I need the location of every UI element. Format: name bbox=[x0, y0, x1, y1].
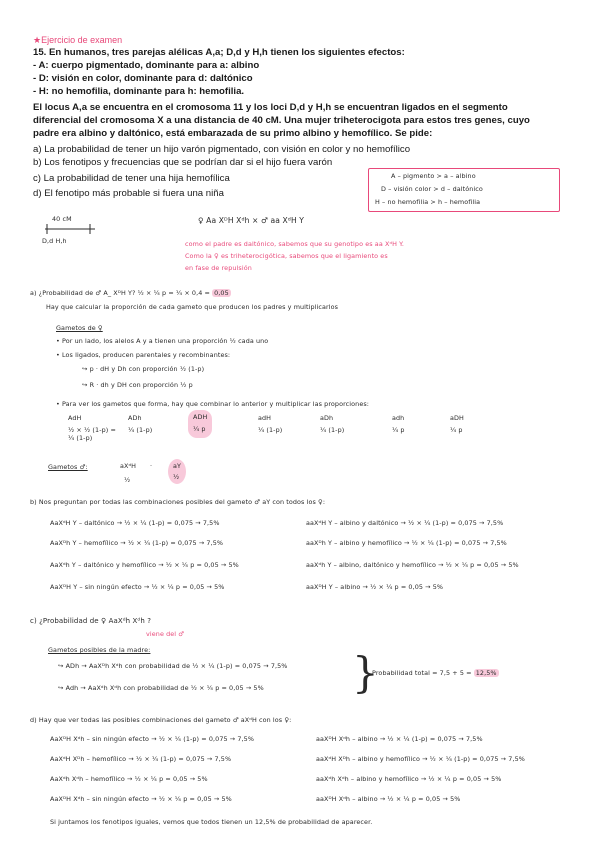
section-a-formula: a) ¿Probabilidad de ♂ A_ XᴰH Y? ½ × ¼ p = ¼ × 0,4 = bbox=[30, 289, 213, 297]
problem-statement: 15. En humanos, tres parejas alélicas A,a; D,d y H,h tienen los siguientes efectos: bbox=[33, 47, 405, 58]
question-b: b) Los fenotipos y frecuencias que se podrían dar si el hijo fuera varón bbox=[33, 157, 333, 168]
cross-note-3: en fase de repulsión bbox=[185, 264, 252, 272]
b-right-2: aaXᴰh Y – albino y hemofílico → ½ × ¼ (1-p) = 0,075 → 7,5% bbox=[306, 539, 507, 547]
c-total bbox=[372, 669, 499, 677]
male-gamete-1-prob: ½ bbox=[124, 476, 131, 484]
gamete-2-prob: ¼ (1-p) bbox=[128, 426, 153, 434]
gamete-4 bbox=[258, 414, 282, 434]
b-left-4: AaXᴰH Y – sin ningún efecto → ½ × ¼ p = 0,05 → 5% bbox=[50, 583, 225, 591]
c-total-value: 12,5% bbox=[475, 669, 497, 677]
effect-a: - A: cuerpo pigmentado, dominante para a: albino bbox=[33, 60, 260, 71]
section-b-title: b) Nos preguntan por todas las combinaciones posibles del gameto ♂ aY con todos los ♀: bbox=[30, 498, 326, 506]
locus-line-3: padre era albino y daltónico, está embarazada de su primo albino y hemofílico. Se pide: bbox=[33, 128, 433, 139]
legend-line-1: A – pigmento > a – albino bbox=[391, 172, 476, 180]
d-left-3: AaXᵈh Xᵈh – hemofílico → ½ × ¼ p = 0,05 → 5% bbox=[50, 775, 208, 783]
section-d-title: d) Hay que ver todas las posibles combinaciones del gameto ♂ aXᵈH con los ♀: bbox=[30, 716, 292, 724]
c-total-label: Probabilidad total = 7,5 + 5 = bbox=[372, 669, 474, 677]
b-right-3: aaXᵈh Y – albino, daltónico y hemofílico → ½ × ¼ p = 0,05 → 5% bbox=[306, 561, 519, 569]
question-a: a) La probabilidad de tener un hijo varón pigmentado, con visión en color y no hemofílico bbox=[33, 144, 411, 155]
locus-line-2: diferencial del cromosoma X a una distancia de 40 cM. Una mujer triheterocigota para estos tres genes, cuyo bbox=[33, 115, 530, 126]
gametes-bullet-3: • Para ver los gametos que forma, hay que combinar lo anterior y multiplicar las proporciones: bbox=[56, 400, 370, 408]
gamete-1 bbox=[68, 414, 120, 442]
exercise-tag: ★Ejercicio de examen bbox=[33, 35, 123, 45]
locus-line-1: El locus A,a se encuentra en el cromosoma 11 y los loci D,d y H,h se encuentran ligados en el segmento bbox=[33, 102, 508, 113]
effect-h: - H: no hemofilia, dominante para h: hemofilia. bbox=[33, 86, 245, 97]
male-gamete-2 bbox=[168, 459, 186, 484]
gamete-7 bbox=[450, 414, 464, 434]
gamete-5-prob: ¼ (1-p) bbox=[320, 426, 345, 434]
section-a-intro: Hay que calcular la proporción de cada gameto que producen los padres y multiplicarlos bbox=[46, 303, 339, 311]
section-a-result: 0,05 bbox=[214, 289, 229, 297]
gamete-6-prob: ¼ p bbox=[392, 426, 405, 434]
gametes-bullet-2: • Los ligados, producen parentales y recombinantes: bbox=[56, 351, 231, 359]
male-gametes-label: Gametos ♂: bbox=[48, 463, 88, 471]
gamete-3-genotype: ADH bbox=[193, 413, 208, 421]
gametes-recombinant: ↪ R · dh y DH con proporción ½ p bbox=[82, 381, 193, 389]
brace: } bbox=[352, 648, 379, 697]
gametes-parental: ↪ p · dH y Dh con proporción ½ (1-p) bbox=[82, 365, 205, 373]
c-row-2: ↪ Adh → AaXᵈh Xᵈh con probabilidad de ½ × ¼ p = 0,05 → 5% bbox=[58, 684, 264, 692]
gamete-6 bbox=[392, 414, 405, 434]
d-right-1: aaXᴰH Xᵈh – albino → ½ × ¼ (1-p) = 0,075 → 7,5% bbox=[316, 735, 483, 743]
map-genes: D,d H,h bbox=[42, 237, 67, 245]
b-left-1: AaXᵈH Y – daltónico → ½ × ¼ (1-p) = 0,075 → 7,5% bbox=[50, 519, 220, 527]
gamete-4-prob: ¼ (1-p) bbox=[258, 426, 283, 434]
male-gamete-2-genotype: aY bbox=[173, 462, 182, 470]
d-left-1: AaXᴰH Xᵈh – sin ningún efecto → ½ × ¼ (1-p) = 0,075 → 7,5% bbox=[50, 735, 255, 743]
section-c-note: viene del ♂ bbox=[146, 630, 185, 638]
allele-legend bbox=[368, 168, 560, 212]
section-d-conclusion: Si juntamos los fenotipos iguales, vemos que todos tienen un 12,5% de probabilidad de aparecer. bbox=[50, 818, 373, 826]
effect-d: - D: visión en color, dominante para d: daltónico bbox=[33, 73, 253, 84]
question-d: d) El fenotipo más probable si fuera una niña bbox=[33, 188, 224, 199]
gamete-1-prob: ½ × ½ (1-p) = ¼ (1-p) bbox=[68, 426, 116, 442]
section-c-title: c) ¿Probabilidad de ♀ AaXᵈh Xᵈh ? bbox=[30, 617, 152, 625]
gametes-bullet-1: • Por un lado, los alelos A y a tienen una proporción ½ cada uno bbox=[56, 337, 269, 345]
male-gametes-sep: · bbox=[150, 462, 153, 470]
d-right-4: aaXᴰH Xᵈh – albino → ½ × ¼ p = 0,05 → 5% bbox=[316, 795, 461, 803]
d-right-2: aaXᵈH Xᴰh – albino y hemofílico → ½ × ¼ (1-p) = 0,075 → 7,5% bbox=[316, 755, 525, 763]
gamete-4-genotype: adH bbox=[258, 414, 272, 422]
female-gametes-title: Gametos de ♀ bbox=[56, 324, 103, 332]
parental-cross: ♀ Aa XᴰH Xᵈh × ♂ aa XᵈH Y bbox=[198, 216, 305, 225]
b-right-4: aaXᴰH Y – albino → ½ × ¼ p = 0,05 → 5% bbox=[306, 583, 444, 591]
section-a-title bbox=[30, 289, 231, 297]
chromosome-map-diagram bbox=[40, 222, 100, 236]
map-distance: 40 cM bbox=[52, 215, 72, 223]
cross-note-2: Como la ♀ es triheterocigótica, sabemos que el ligamiento es bbox=[185, 252, 388, 260]
c-row-1: ↪ ADh → AaXᴰh Xᵈh con probabilidad de ½ × ¼ (1-p) = 0,075 → 7,5% bbox=[58, 662, 288, 670]
b-right-1: aaXᵈH Y – albino y daltónico → ½ × ¼ (1-p) = 0,075 → 7,5% bbox=[306, 519, 504, 527]
gamete-3 bbox=[188, 410, 212, 438]
gamete-7-genotype: aDH bbox=[450, 414, 464, 422]
d-left-2: AaXᵈH Xᴰh – hemofílico → ½ × ¼ (1-p) = 0,075 → 7,5% bbox=[50, 755, 232, 763]
male-gamete-1: aXᵈH bbox=[120, 462, 137, 470]
b-left-2: AaXᴰh Y – hemofílico → ½ × ¼ (1-p) = 0,075 → 7,5% bbox=[50, 539, 224, 547]
gamete-7-prob: ¼ p bbox=[450, 426, 463, 434]
gamete-5 bbox=[320, 414, 344, 434]
gamete-5-genotype: aDh bbox=[320, 414, 334, 422]
gamete-1-genotype: AdH bbox=[68, 414, 82, 422]
legend-line-2: D – visión color > d – daltónico bbox=[381, 185, 483, 193]
gamete-2 bbox=[128, 414, 152, 434]
legend-line-3: H – no hemofilia > h – hemofilia bbox=[375, 198, 481, 206]
cross-note-1: como el padre es daltónico, sabemos que su genotipo es aa XᵈH Y. bbox=[185, 240, 405, 248]
male-gamete-2-prob: ½ bbox=[173, 473, 180, 481]
d-right-3: aaXᵈh Xᵈh – albino y hemofílico → ½ × ¼ p = 0,05 → 5% bbox=[316, 775, 502, 783]
gamete-2-genotype: ADh bbox=[128, 414, 142, 422]
b-left-3: AaXᵈh Y – daltónico y hemofílico → ½ × ¼ p = 0,05 → 5% bbox=[50, 561, 239, 569]
d-left-4: AaXᴰH Xᵈh – sin ningún efecto → ½ × ¼ p = 0,05 → 5% bbox=[50, 795, 232, 803]
gamete-3-prob: ¼ p bbox=[193, 425, 206, 433]
gamete-6-genotype: adh bbox=[392, 414, 405, 422]
mother-gametes-title: Gametos posibles de la madre: bbox=[48, 646, 151, 654]
question-c: c) La probabilidad de tener una hija hemofílica bbox=[33, 173, 230, 184]
